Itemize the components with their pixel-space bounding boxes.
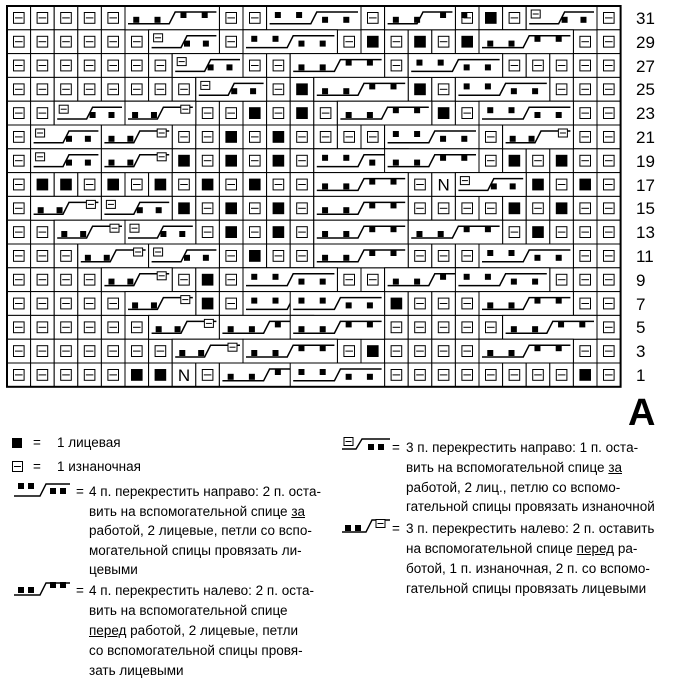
knit-stitch	[155, 369, 167, 381]
cable-knit	[369, 179, 375, 185]
cable-knit	[322, 207, 328, 213]
cable-knit	[414, 279, 420, 285]
no-stitch-cell: N	[437, 175, 450, 195]
cable-knit	[580, 17, 586, 23]
cable-knit	[275, 321, 281, 327]
cable-knit	[133, 17, 139, 23]
row-number: 7	[636, 294, 646, 314]
knit-stitch	[225, 202, 237, 214]
cable-knit	[487, 107, 493, 113]
cable-knit	[320, 41, 326, 47]
cable-knit	[509, 250, 515, 256]
knit-stitch	[249, 179, 261, 191]
cable-knit	[273, 298, 279, 304]
cable-knit	[322, 155, 328, 161]
row-number: 15	[636, 199, 655, 219]
cable-knit	[108, 160, 114, 166]
knit-stitch	[249, 250, 261, 262]
cable-knit	[416, 231, 422, 237]
cable-knit	[556, 112, 562, 118]
cable-knit	[393, 160, 399, 166]
cable-knit	[510, 136, 516, 142]
cable-knit	[137, 207, 143, 213]
cable-knit	[393, 17, 399, 23]
cable-knit	[151, 302, 157, 308]
cable-knit	[322, 231, 328, 237]
cable-knit	[440, 136, 446, 142]
legend-eq: =	[76, 583, 84, 598]
cable-knit	[80, 231, 86, 237]
cable-knit	[273, 274, 279, 280]
cable-knit	[461, 12, 467, 18]
cable-knit	[275, 12, 281, 18]
knit-stitch	[225, 155, 237, 167]
cable-knit	[369, 226, 375, 232]
row-number: 25	[636, 80, 655, 100]
cable-knit	[511, 88, 517, 94]
cable-knit	[251, 298, 257, 304]
cable-knit	[346, 302, 352, 308]
cable-knit	[556, 345, 562, 351]
cable-knit	[90, 112, 96, 118]
cable-knit	[57, 207, 63, 213]
knit-stitch	[37, 179, 49, 191]
row-number: 13	[636, 223, 655, 243]
legend-eq: =	[76, 484, 84, 499]
cable-knit	[127, 136, 133, 142]
cable-knit	[511, 326, 517, 332]
cable-knit	[534, 255, 540, 261]
cable-knit	[322, 183, 328, 189]
cable-knit	[346, 374, 352, 380]
knit-stitch	[273, 131, 285, 143]
cable-knit	[414, 160, 420, 166]
row-number: 31	[636, 9, 655, 28]
knit-stitch	[249, 107, 261, 119]
cable-knit	[251, 36, 257, 42]
cable-knit	[273, 350, 279, 356]
legend-knit-label: 1 лицевая	[57, 435, 121, 450]
knit-stitch	[414, 83, 426, 95]
cable-knit	[346, 321, 352, 327]
cable-left3-symbol	[340, 517, 392, 535]
knit-stitch	[178, 155, 190, 167]
cable-knit	[156, 326, 162, 332]
cable-knit	[343, 255, 349, 261]
cable-knit	[391, 83, 397, 89]
row-number: 21	[636, 128, 655, 147]
cable-knit	[108, 136, 114, 142]
cable-knit	[464, 274, 470, 280]
knit-stitch	[202, 274, 214, 286]
knit-stitch	[60, 179, 72, 191]
cable-knit	[322, 255, 328, 261]
cable-knit	[391, 202, 397, 208]
cable-knit	[367, 374, 373, 380]
knit-stitch	[273, 226, 285, 238]
cable-knit	[108, 112, 114, 118]
cable-knit	[320, 64, 326, 70]
cable-left4-symbol	[12, 579, 72, 597]
cable-knit	[275, 369, 281, 375]
cable-knit	[414, 107, 420, 113]
cable-knit	[414, 17, 420, 23]
cable-knit	[369, 160, 375, 166]
cable-knit	[66, 136, 72, 142]
no-stitch-cell: N	[177, 365, 191, 385]
cable-knit	[250, 88, 256, 94]
legend-left4-text: 4 п. перекрестить налево: 2 п. оста-	[89, 583, 315, 598]
knit-stitch	[485, 12, 497, 24]
cable-knit	[66, 160, 72, 166]
cable-knit	[391, 179, 397, 185]
cable-knit	[184, 41, 190, 47]
legend-eq: =	[392, 440, 400, 455]
cable-knit	[231, 88, 237, 94]
cable-knit	[85, 160, 91, 166]
knit-stitch	[367, 36, 379, 48]
cable-knit	[369, 202, 375, 208]
cable-knit	[391, 250, 397, 256]
cable-knit	[249, 326, 255, 332]
cable-knit	[369, 250, 375, 256]
cable-knit	[322, 88, 328, 94]
cable-knit	[534, 112, 540, 118]
cable-knit	[343, 231, 349, 237]
cable-knit	[534, 345, 540, 351]
cable-knit	[487, 350, 493, 356]
cable-knit	[151, 112, 157, 118]
cable-knit	[296, 12, 302, 18]
cable-knit	[532, 326, 538, 332]
cable-knit	[228, 326, 234, 332]
cable-knit	[273, 36, 279, 42]
cable-knit	[203, 255, 209, 261]
cable-knit	[440, 12, 446, 18]
cable-knit	[104, 255, 110, 261]
cable-knit	[298, 345, 304, 351]
knit-stitch	[155, 179, 167, 191]
cable-knit	[485, 274, 491, 280]
cable-knit	[320, 345, 326, 351]
cable-knit	[228, 374, 234, 380]
cable-knit	[556, 36, 562, 42]
cable-knit	[298, 41, 304, 47]
knit-stitch	[273, 155, 285, 167]
cable-knit	[562, 17, 568, 23]
cable-knit	[226, 64, 232, 70]
cable-knit	[464, 64, 470, 70]
cable-knit	[558, 321, 564, 327]
legend-right3-text: 3 п. перекрестить направо: 1 п. остa-	[406, 440, 639, 455]
cable-knit	[487, 302, 493, 308]
cable-knit	[343, 155, 349, 161]
knit-stitch	[225, 131, 237, 143]
cable-knit	[509, 302, 515, 308]
knit-stitch	[202, 179, 214, 191]
cable-knit	[438, 231, 444, 237]
cable-knit	[416, 60, 422, 66]
cable-knit	[391, 226, 397, 232]
cable-knit	[180, 12, 186, 18]
knit-stitch-symbol	[12, 437, 24, 449]
cable-knit	[127, 279, 133, 285]
row-number: 9	[636, 270, 646, 290]
knit-stitch	[556, 202, 568, 214]
cable-knit	[461, 136, 467, 142]
cable-knit	[179, 231, 185, 237]
cable-knit	[393, 107, 399, 113]
cable-knit	[414, 131, 420, 137]
cable-knit	[532, 279, 538, 285]
cable-knit	[132, 112, 138, 118]
cable-knit	[510, 183, 516, 189]
cable-right3-symbol	[340, 436, 392, 454]
cable-knit	[251, 274, 257, 280]
cable-knit	[298, 279, 304, 285]
legend-eq: =	[392, 521, 400, 536]
row-number: 27	[636, 56, 655, 76]
cable-knit	[346, 60, 352, 66]
knit-stitch	[532, 179, 544, 191]
cable-knit	[440, 155, 446, 161]
cable-knit	[251, 350, 257, 356]
cable-knit	[487, 250, 493, 256]
row-number: 5	[636, 318, 646, 338]
cable-knit	[485, 83, 491, 89]
knit-stitch	[509, 155, 521, 167]
cable-knit	[38, 207, 44, 213]
cable-knit	[440, 274, 446, 280]
cable-knit	[132, 302, 138, 308]
cable-knit	[343, 88, 349, 94]
cable-knit	[198, 350, 204, 356]
cable-knit	[511, 279, 517, 285]
cable-knit	[155, 17, 161, 23]
chart-title: А	[628, 392, 656, 434]
cable-knit	[532, 88, 538, 94]
cable-knit	[108, 279, 114, 285]
cable-knit	[393, 131, 399, 137]
cable-knit	[393, 279, 399, 285]
cable-knit	[343, 207, 349, 213]
cable-knit	[509, 107, 515, 113]
cable-knit	[175, 326, 181, 332]
cable-knit	[160, 231, 166, 237]
cable-knit	[367, 112, 373, 118]
cable-knit	[534, 36, 540, 42]
cable-knit	[298, 326, 304, 332]
cable-knit	[298, 64, 304, 70]
knit-stitch	[225, 226, 237, 238]
knit-stitch	[579, 369, 591, 381]
legend-eq: =	[33, 459, 41, 474]
cable-knit	[85, 136, 91, 142]
cable-knit	[367, 302, 373, 308]
knit-stitch	[461, 36, 473, 48]
cable-knit	[179, 350, 185, 356]
purl-stitch-symbol	[12, 461, 24, 473]
knit-stitch	[202, 298, 214, 310]
cable-knit	[298, 369, 304, 375]
cable-knit	[529, 136, 535, 142]
legend-purl-label: 1 изнаночная	[57, 459, 141, 474]
cable-knit	[509, 350, 515, 356]
cable-knit	[320, 298, 326, 304]
knit-stitch	[532, 226, 544, 238]
cable-knit	[509, 41, 515, 47]
row-number: 11	[636, 247, 654, 266]
cable-knit	[464, 226, 470, 232]
cable-knit	[579, 321, 585, 327]
knit-stitch	[131, 369, 143, 381]
cable-knit	[438, 60, 444, 66]
knit-stitch	[367, 345, 379, 357]
knit-stitch	[273, 202, 285, 214]
row-number: 19	[636, 151, 655, 171]
knit-stitch	[391, 298, 403, 310]
legend-left3-text: 3 п. перекрестить налево: 2 п. оставить	[406, 521, 655, 536]
cable-knit	[343, 183, 349, 189]
cable-knit	[367, 321, 373, 327]
cable-knit	[127, 160, 133, 166]
knit-stitch	[556, 155, 568, 167]
knit-stitch	[296, 83, 308, 95]
cable-knit	[491, 183, 497, 189]
cable-knit	[322, 17, 328, 23]
cable-knit	[485, 64, 491, 70]
knit-stitch	[509, 202, 521, 214]
cable-knit	[320, 279, 326, 285]
cable-knit	[367, 60, 373, 66]
cable-knit	[208, 64, 214, 70]
cable-knit	[184, 255, 190, 261]
knit-stitch	[107, 179, 119, 191]
cable-knit	[298, 298, 304, 304]
cable-knit	[249, 374, 255, 380]
knit-stitch	[414, 36, 426, 48]
cable-knit	[369, 83, 375, 89]
cable-knit	[464, 83, 470, 89]
cable-knit	[485, 226, 491, 232]
cable-right4-symbol	[12, 480, 72, 498]
cable-knit	[487, 41, 493, 47]
row-number: 23	[636, 104, 655, 124]
cable-knit	[461, 155, 467, 161]
legend-right4-text: 4 п. перекрестить направо: 2 п. оста-	[89, 484, 321, 499]
knit-stitch	[296, 107, 308, 119]
row-number: 17	[636, 175, 655, 195]
cable-knit	[156, 207, 162, 213]
cable-knit	[85, 255, 91, 261]
row-number: 1	[636, 366, 646, 385]
cable-knit	[346, 112, 352, 118]
cable-knit	[556, 298, 562, 304]
legend-eq: =	[33, 435, 41, 450]
cable-knit	[556, 255, 562, 261]
cable-knit	[343, 17, 349, 23]
cable-knit	[202, 12, 208, 18]
row-number: 3	[636, 342, 646, 362]
cable-knit	[320, 369, 326, 375]
row-number: 29	[636, 32, 655, 52]
knit-stitch	[178, 202, 190, 214]
cable-knit	[203, 41, 209, 47]
cable-knit	[61, 231, 67, 237]
knit-stitch	[579, 179, 591, 191]
knit-stitch	[438, 107, 450, 119]
cable-knit	[534, 298, 540, 304]
cable-knit	[320, 326, 326, 332]
